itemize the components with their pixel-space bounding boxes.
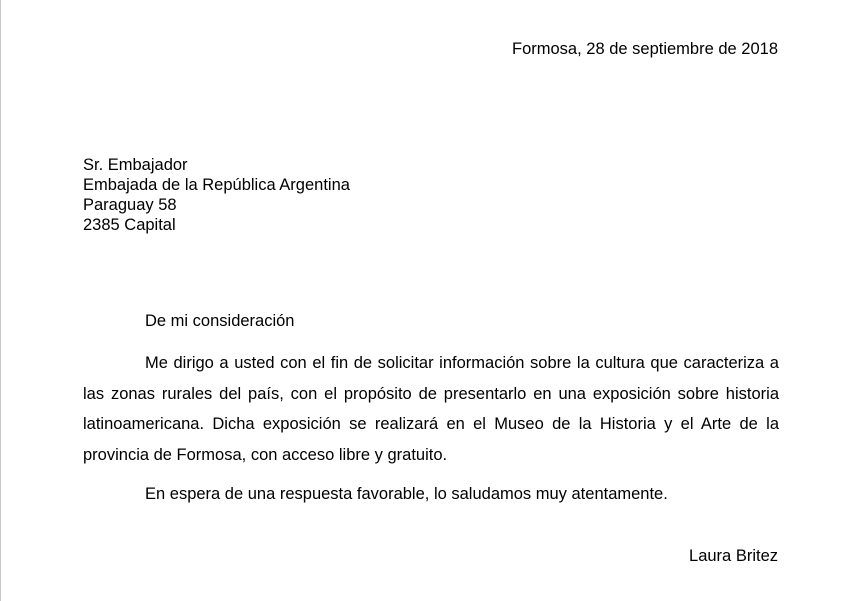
recipient-line: Paraguay 58 (83, 196, 177, 214)
recipient-line: Embajada de la República Argentina (83, 176, 350, 194)
greeting: De mi consideración (145, 312, 295, 330)
closing-line: En espera de una respuesta favorable, lo saludamos muy atentamente. (145, 485, 668, 503)
recipient-line: Sr. Embajador (83, 156, 188, 174)
recipient-address (83, 155, 350, 235)
date-line: Formosa, 28 de septiembre de 2018 (512, 40, 778, 58)
signature: Laura Britez (689, 547, 778, 565)
body-paragraph: Me dirigo a usted con el fin de solicitar información sobre la cultura que caracteriza a las zonas rurales del país, con el propósito de presentarlo en una exposición sobre historia latinoamericana. Dicha exposición se realizará en el Museo de la Historia y el Arte de la provincia de Formosa, con acceso libre y gratuito. (83, 354, 779, 464)
recipient-line: 2385 Capital (83, 216, 176, 234)
